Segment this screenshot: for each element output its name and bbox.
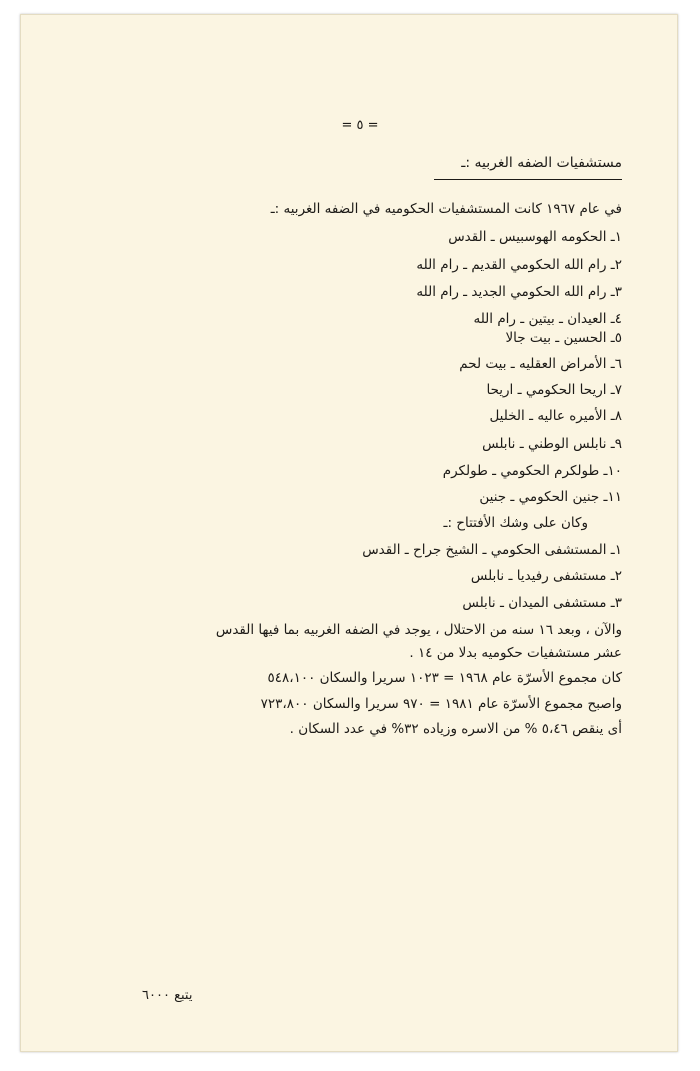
occupation-paragraph-line-2: عشر مستشفيات حكوميه بدلا من ١٤ . — [409, 645, 622, 661]
hospital-item-11: ١١ـ جنين الحكومي ـ جنين — [479, 489, 622, 505]
stats-1968-line: كان مجموع الأسرّة عام ١٩٦٨ = ١٠٢٣ سريرا والسكان ٥٤٨،١٠٠ — [267, 670, 622, 686]
hospital-item-4: ٤ـ العيدان ـ بيتين ـ رام الله — [473, 311, 622, 327]
intro-line: في عام ١٩٦٧ كانت المستشفيات الحكوميه في الضفه الغربيه :ـ — [270, 201, 622, 217]
section-title: مستشفيات الضفه الغربيه :ـ — [461, 155, 622, 171]
hospital-item-10: ١٠ـ طولكرم الحكومي ـ طولكرم — [442, 463, 622, 479]
planned-hospital-3: ٣ـ مستشفى الميدان ـ نابلس — [462, 595, 622, 611]
occupation-paragraph-line-1: والآن ، وبعد ١٦ سنه من الاحتلال ، يوجد في الضفه الغربيه بما فيها القدس — [215, 622, 622, 638]
hospital-item-1: ١ـ الحكومه الهوسبيس ـ القدس — [448, 229, 622, 245]
hospital-item-7: ٧ـ اريحا الحكومي ـ اريحا — [486, 382, 622, 398]
hospital-item-8: ٨ـ الأميره عاليه ـ الخليل — [489, 408, 622, 424]
hospital-item-3: ٣ـ رام الله الحكومي الجديد ـ رام الله — [416, 284, 622, 300]
continuation-footer: يتبع ٦٠٠٠ — [142, 988, 193, 1003]
change-summary-line: أى ينقص ٥،٤٦ % من الاسره وزياده ٣٢% في عدد السكان . — [289, 721, 622, 737]
hospital-item-2: ٢ـ رام الله الحكومي القديم ـ رام الله — [416, 257, 622, 273]
title-underline — [434, 179, 622, 180]
hospital-item-9: ٩ـ نابلس الوطني ـ نابلس — [482, 436, 622, 452]
planned-hospital-1: ١ـ المستشفى الحكومي ـ الشيخ جراح ـ القدس — [362, 542, 622, 558]
about-to-open-heading: وكان على وشك الأفتتاح :ـ — [443, 515, 588, 531]
hospital-item-6: ٦ـ الأمراض العقليه ـ بيت لحم — [459, 356, 622, 372]
planned-hospital-2: ٢ـ مستشفى رفيديا ـ نابلس — [470, 568, 622, 584]
stats-1981-line: واصبح مجموع الأسرّة عام ١٩٨١ = ٩٧٠ سريرا والسكان ٧٢٣،٨٠٠ — [260, 696, 622, 712]
page-number-marker: = ٥ = — [341, 118, 379, 133]
hospital-item-5: ٥ـ الحسين ـ بيت جالا — [505, 330, 622, 346]
